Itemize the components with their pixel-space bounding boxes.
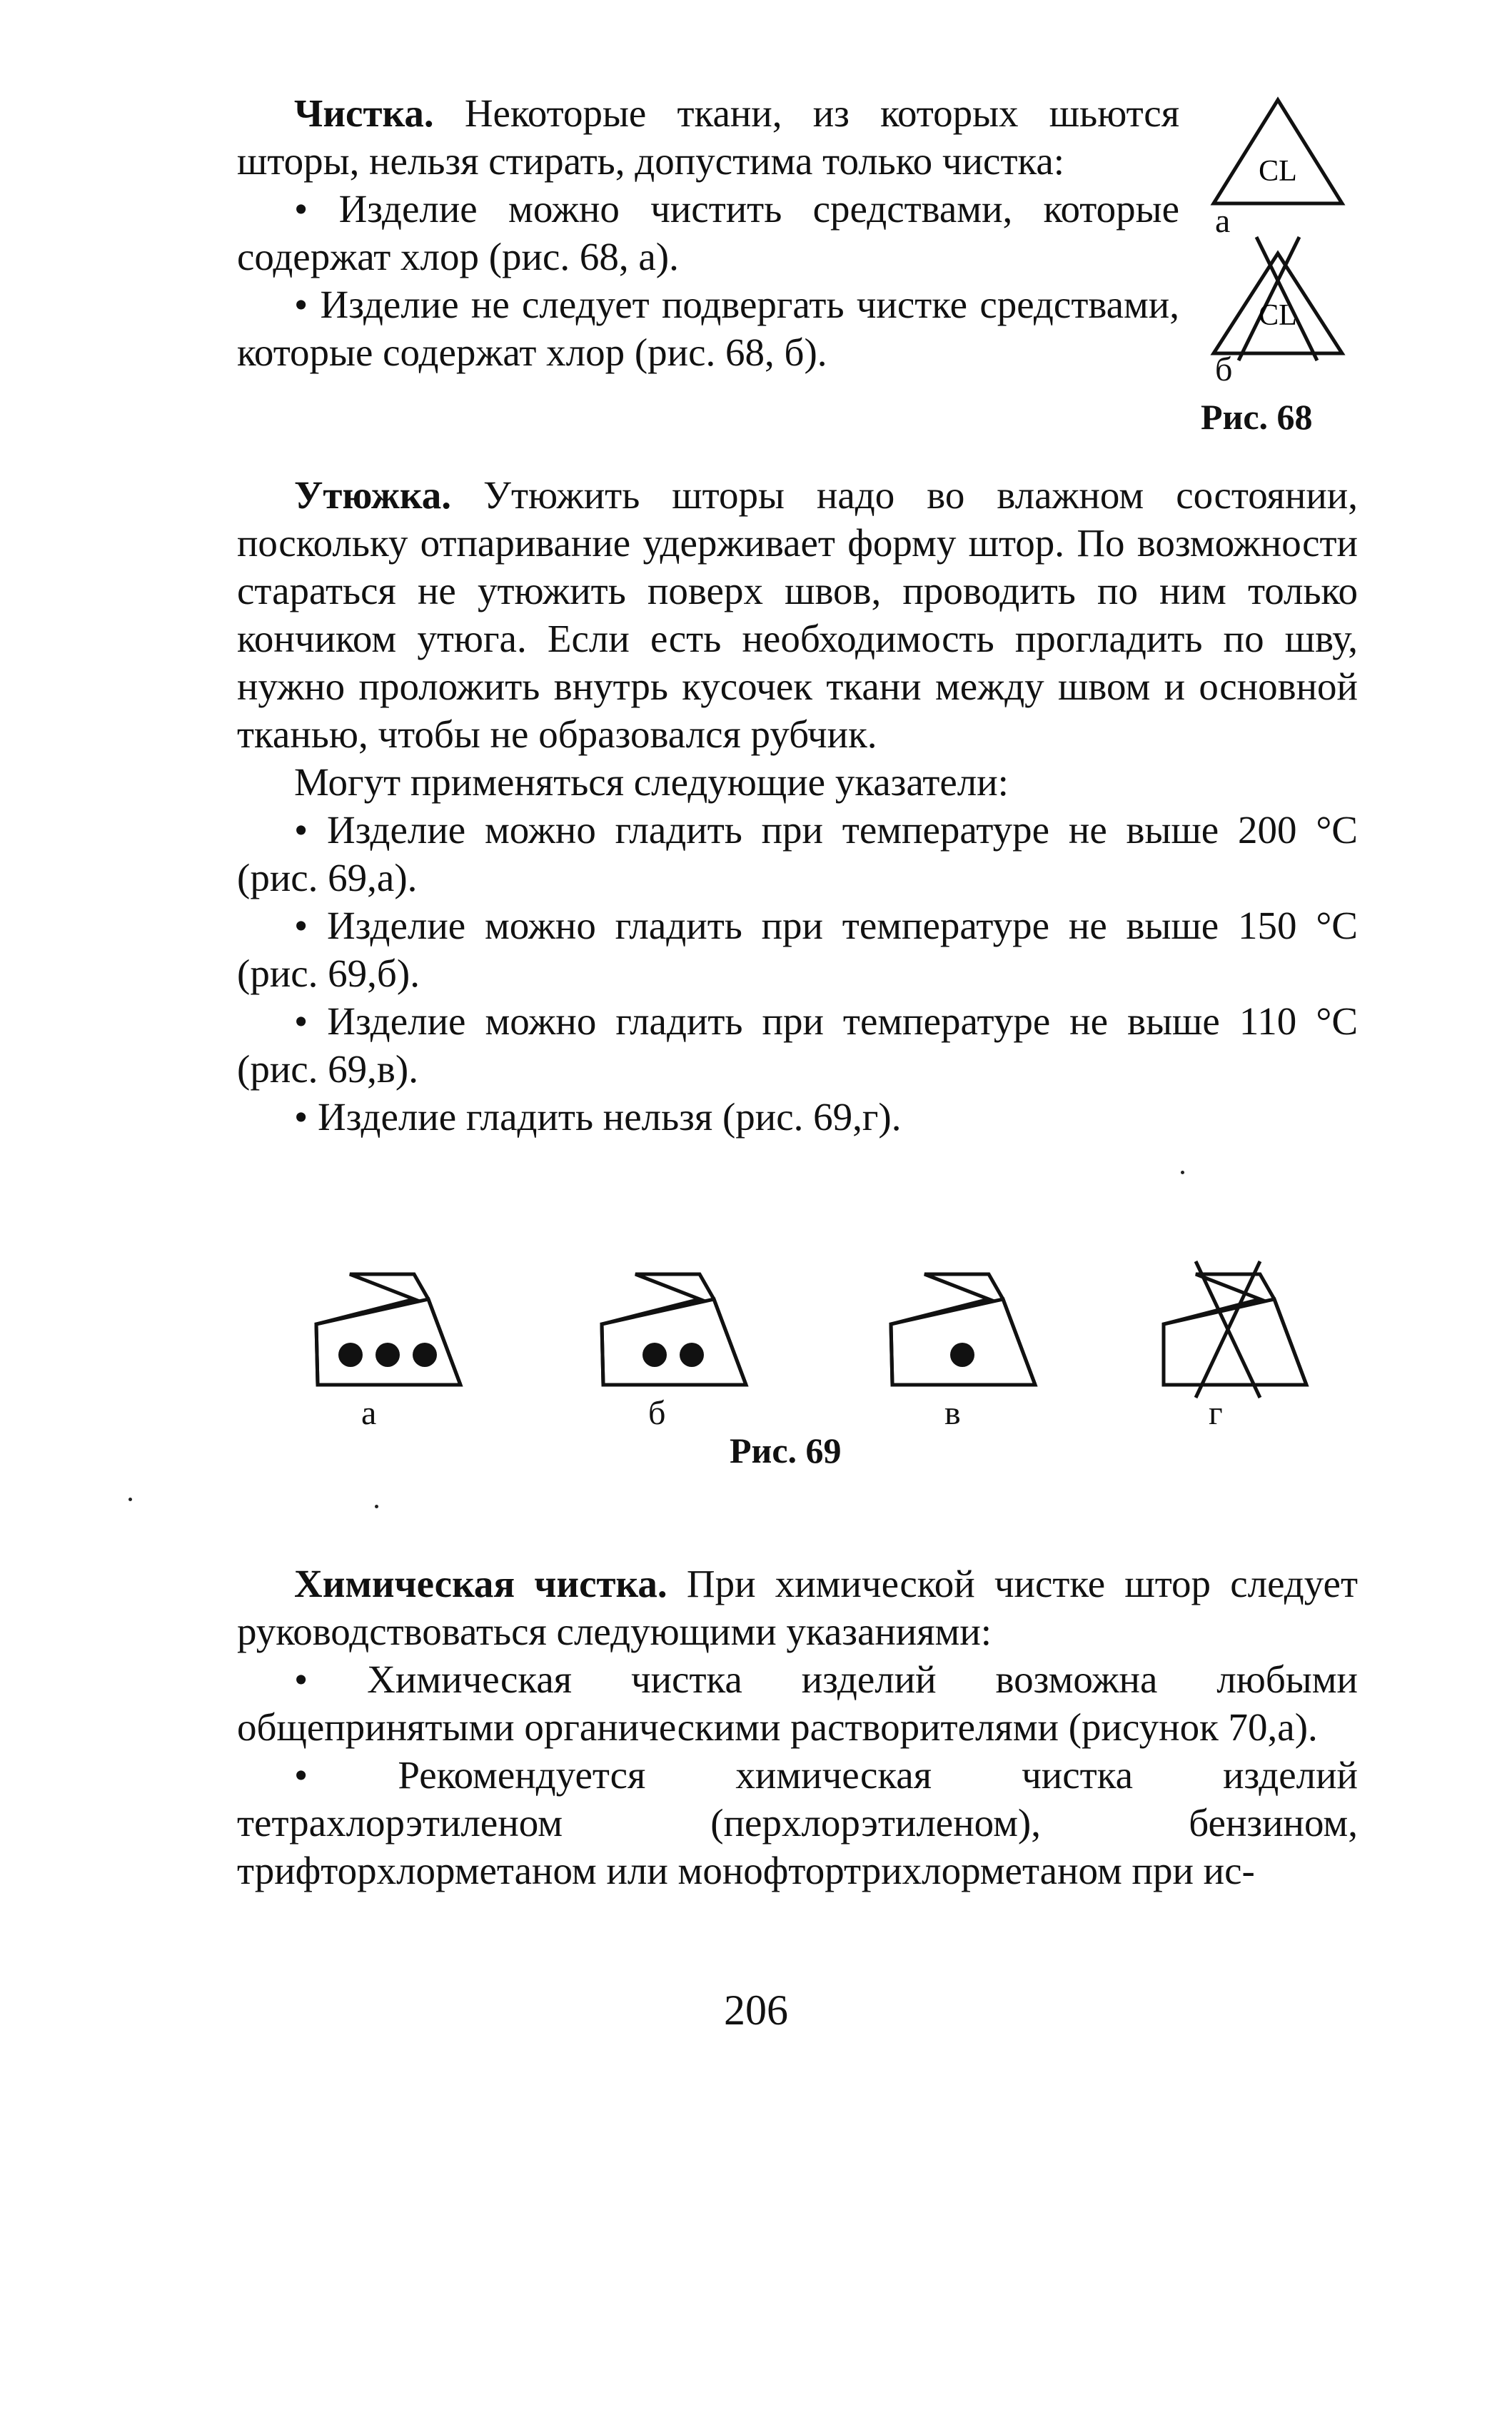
iron-three-dots-icon [296,1271,464,1392]
print-speck [128,1498,132,1501]
temperature-dot [680,1343,704,1367]
cleaning-heading: Чистка. [294,91,434,135]
temperature-dot [642,1343,667,1367]
temperature-dot [950,1343,974,1367]
dry-cleaning-intro: Химическая чистка. При химической чистке штор следует руководствоваться следующими указаниями: [237,1562,1358,1653]
dry-cleaning-bullet-a: • Химическая чистка изделий возможна любыми общепринятыми органическими растворителями (рисунок 70,а). [237,1657,1358,1749]
fig69-caption: Рис. 69 [730,1431,842,1470]
fig69-label-d: г [1209,1394,1223,1432]
page-number: 206 [724,1987,788,2034]
cleaning-section [237,89,1179,376]
ironing-bullet-a: • Изделие можно гладить при температуре не выше 200 °С (рис. 69,а). [237,808,1358,899]
iron-crossed-out-icon [1146,1260,1310,1399]
fig69-label-c: в [944,1394,961,1432]
print-speck [375,1505,378,1508]
cleaning-intro: Чистка. Некоторые ткани, из которых шьются шторы, нельзя стирать, допустима только чистка: [237,91,1179,183]
iron-one-dot-icon [871,1271,1039,1392]
dry-cleaning-bullet-b: • Рекомендуется химическая чистка изделий тетрахлорэтиленом (перхлорэтиленом), бензином, трифторхлорметаном или монофтортрихлорметаном при ис- [237,1753,1358,1892]
ironing-heading: Утюжка. [294,473,452,517]
temperature-dot [376,1343,400,1367]
cleaning-bullet-b: • Изделие не следует подвергать чистке средствами, которые содержат хлор (рис. 68, б). [237,283,1179,374]
chlorine-allowed-icon [1210,96,1346,207]
print-speck [1181,1171,1184,1174]
dry-cleaning-section [237,1560,1358,1894]
fig69-label-a: а [361,1394,377,1432]
fig68-caption: Рис. 68 [1201,397,1313,437]
ironing-section [237,471,1358,1141]
chlorine-symbol-text-crossed: CL [1259,299,1297,332]
cleaning-bullet-a: • Изделие можно чистить средствами, которые содержат хлор (рис. 68, а). [237,187,1179,278]
chlorine-symbol-text: CL [1259,155,1297,188]
ironing-bullet-b: • Изделие можно гладить при температуре не выше 150 °С (рис. 69,б). [237,904,1358,995]
ironing-bullet-c: • Изделие можно гладить при температуре не выше 110 °С (рис. 69,в). [237,999,1358,1091]
temperature-dot [338,1343,363,1367]
fig69-label-b: б [648,1394,666,1432]
iron-two-dots-icon [582,1271,750,1392]
ironing-lead: Могут применяться следующие указатели: [294,760,1009,804]
temperature-dot [413,1343,437,1367]
ironing-bullet-d: • Изделие гладить нельзя (рис. 69,г). [294,1095,902,1139]
no-chlorine-icon [1210,236,1346,360]
fig68-label-b: б [1215,350,1233,388]
dry-cleaning-heading: Химическая чистка. [294,1562,667,1605]
fig68-label-a: а [1215,202,1231,240]
ironing-intro: Утюжка. Утюжить шторы надо во влажном состоянии, поскольку отпаривание удерживает форму штор. По возможности стараться не утюжить поверх швов, проводить по ним только кончиком утюга. Если есть необходимость прогладить по шву, нужно проложить внутрь кусочек ткани между швом и основной тканью, чтобы не образовался рубчик. [237,473,1358,756]
